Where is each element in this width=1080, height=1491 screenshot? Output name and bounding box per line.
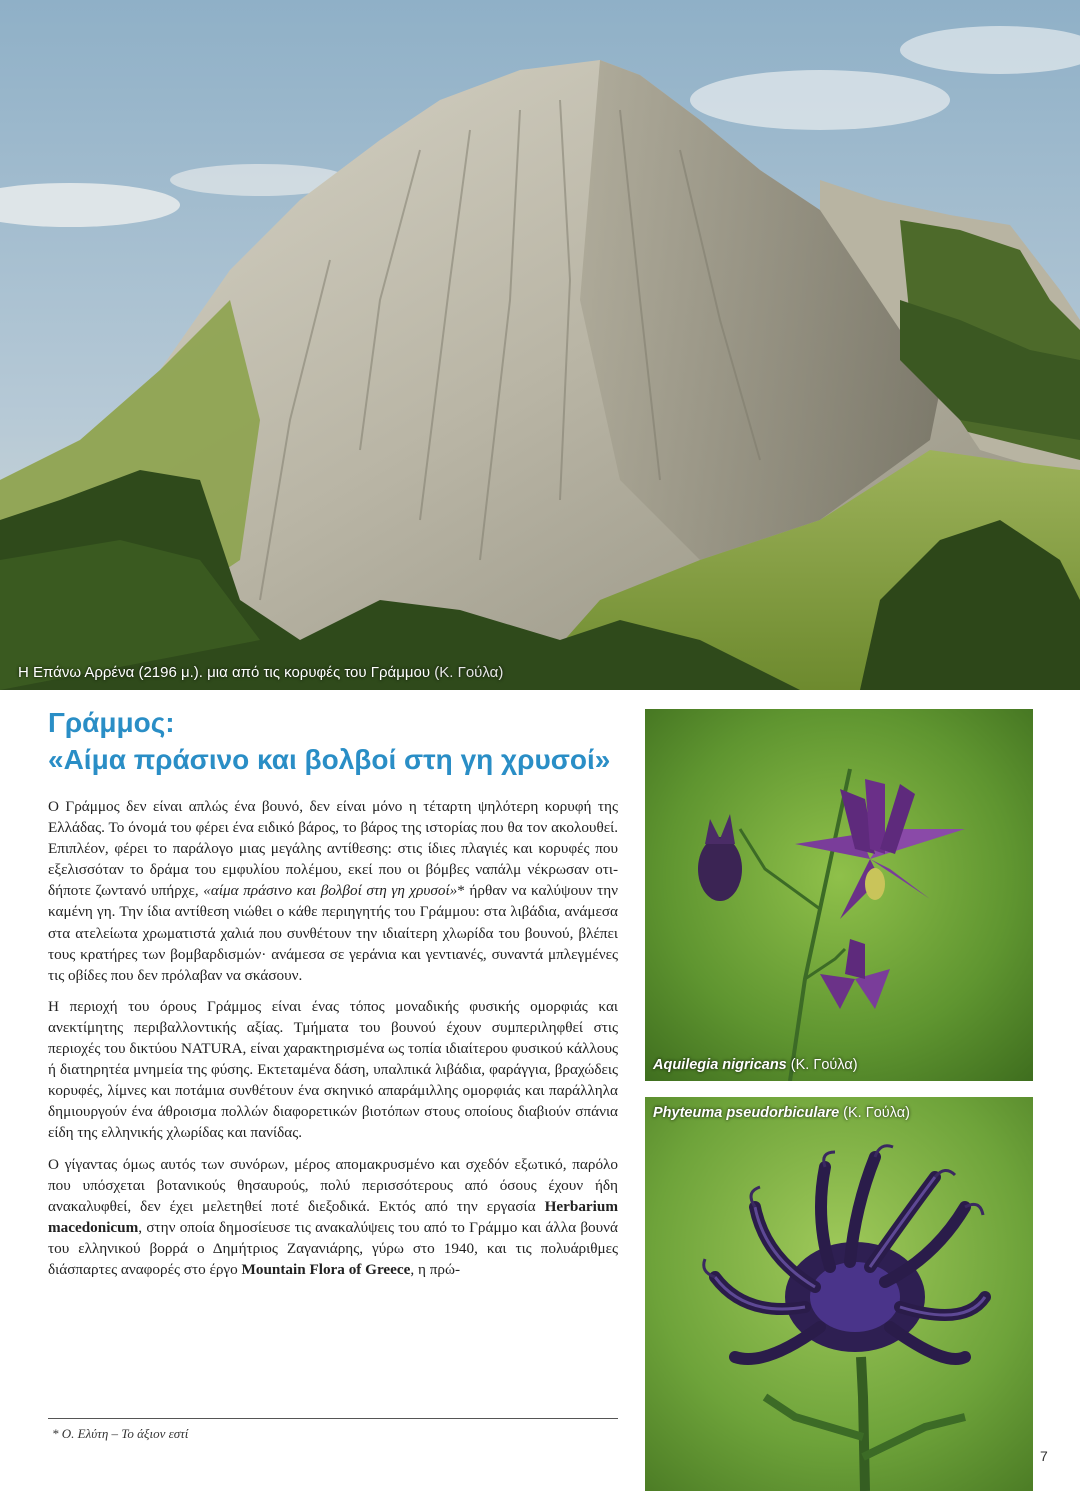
hero-photo [0, 0, 1080, 690]
paragraph-2: Η περιοχή του όρους Γράμμος είναι ένας τόπος μοναδικής φυσικής ομορφιάς και ανεκτίμητης περιβαλλοντικής αξίας. Τμήματα του βουνού έχουν συμπεριληφθεί στις περιοχές του δικτύου NATURA, είναι χαρακτηρισμένα ως τοπία ιδιαίτερου φυσικού κάλλους ή διατηρητέα μνημεία της φύσης. Εκτεταμένα δάση, υπαλπικά λιβάδια, φαράγγια, βραχώδεις κορυφές, λίμνες και ποτάμια συνθέτουν ένα σκηνικό απαράμιλλης ομορφιάς και παράλληλα δημιουργούν ένα άθροισμα πολλών διαφορετικών βιοτόπων στους οποίους διαβιούν σπάνια είδη της ελληνικής χλωρίδας και πανίδας. [48, 997, 618, 1142]
phyteuma-illustration [645, 1097, 1033, 1491]
paragraph-3-text-c: , η πρώ- [410, 1260, 461, 1278]
phyteuma-credit: (Κ. Γούλα) [843, 1105, 910, 1121]
aquilegia-credit: (Κ. Γούλα) [790, 1057, 858, 1073]
paragraph-1 [48, 796, 618, 986]
hero-caption-text: Η Επάνω Αρρένα (2196 μ.). μια από τις κορυφές του Γράμμου [18, 664, 431, 681]
paragraph-3-text-a: Ο γίγαντας όμως αυτός των συνόρων, μέρος απομακρυσμένο και σχεδόν εξωτικό, παρόλο που υπόσχεται βοτανικούς θησαυρούς, πολύ περισσότερους από όσους έχουν ήδη ανακαλυφθεί, δεν έχει μελετηθεί ποτέ διεξοδικά. Εκτός από την εργασία [48, 1155, 618, 1215]
paragraph-3-herbarium: Herbarium macedonicum [48, 1197, 618, 1236]
phyteuma-photo [645, 1097, 1033, 1491]
phyteuma-species: Phyteuma pseudorbiculare [653, 1105, 840, 1121]
paragraph-1-rest: * ήρθαν να καλύψουν την καμένη γη. Την ίδια αντίθεση νιώθει ο κάθε περιηγητής του Γράμμου: στα λιβάδια, ανάμεσα στα ατελείωτα χρωματιστά χαλιά που συνθέτουν την ιδιαίτερη χλωρίδα του βουνού, βλέπει τους κρατήρες των βομβαρδισμών· ανάμεσα σε γεράνια και γεντιανές, συναντά μπλεγμένες τις οβίδες που δεν πρόλαβαν να σκάσουν. [48, 882, 619, 984]
phyteuma-caption [653, 1105, 910, 1121]
hero-caption-credit: (Κ. Γούλα) [434, 664, 504, 681]
paragraph-3-text-b: , στην οποία δημοσίευσε τις ανακαλύψεις του από το Γράμμο και άλλα βουνά του ελληνικού βορρά ο Δημήτριος Ζαγανιάρης, γύρω στο 1940, και τις πολυάριθμες διάσπαρτες αναφορές στο έργο [48, 1218, 618, 1278]
article-title [48, 704, 618, 778]
aquilegia-species: Aquilegia nigricans [653, 1057, 787, 1073]
mountain-illustration [0, 0, 1080, 690]
aquilegia-illustration [645, 709, 1033, 1081]
aquilegia-caption [653, 1057, 858, 1073]
aquilegia-photo [645, 709, 1033, 1081]
paragraph-1-quote: «αίμα πράσινο και βολβοί στη γη χρυσοί» [203, 882, 458, 900]
paragraph-3-flora: Mountain Flora of Greece [241, 1260, 411, 1278]
paragraph-3 [48, 1154, 618, 1281]
article-title-line2: «Αίμα πράσινο και βολβοί στη γη χρυσοί» [48, 744, 611, 775]
article-body [48, 796, 618, 1290]
footnote-divider [48, 1418, 618, 1419]
paragraph-1-text: Ο Γράμμος δεν είναι απλώς ένα βουνό, δεν είναι μόνο η τέταρτη ψηλότερη κορυφή της Ελλάδας. Το όνομά του φέρει ένα ειδικό βάρος, το βάρος της ιστορίας που θα τον ακολουθεί. Επιπλέον, φέρει το παράλογο μιας μεγάλης αντίθεσης: στις ίδιες πλαγιές και κορυφές που εξελισσόταν το δράμα του εμφυλίου πολέμου, εκεί που οι βόμβες ναπάλμ νέκρωσαν οτιδήποτε ζωντανό υπήρχε, [48, 798, 618, 900]
article-title-line1: Γράμμος: [48, 707, 175, 738]
page-number: 7 [1040, 1448, 1048, 1464]
hero-caption [18, 664, 503, 681]
footnote: * Ο. Ελύτη – Το άξιον εστί [52, 1426, 189, 1441]
